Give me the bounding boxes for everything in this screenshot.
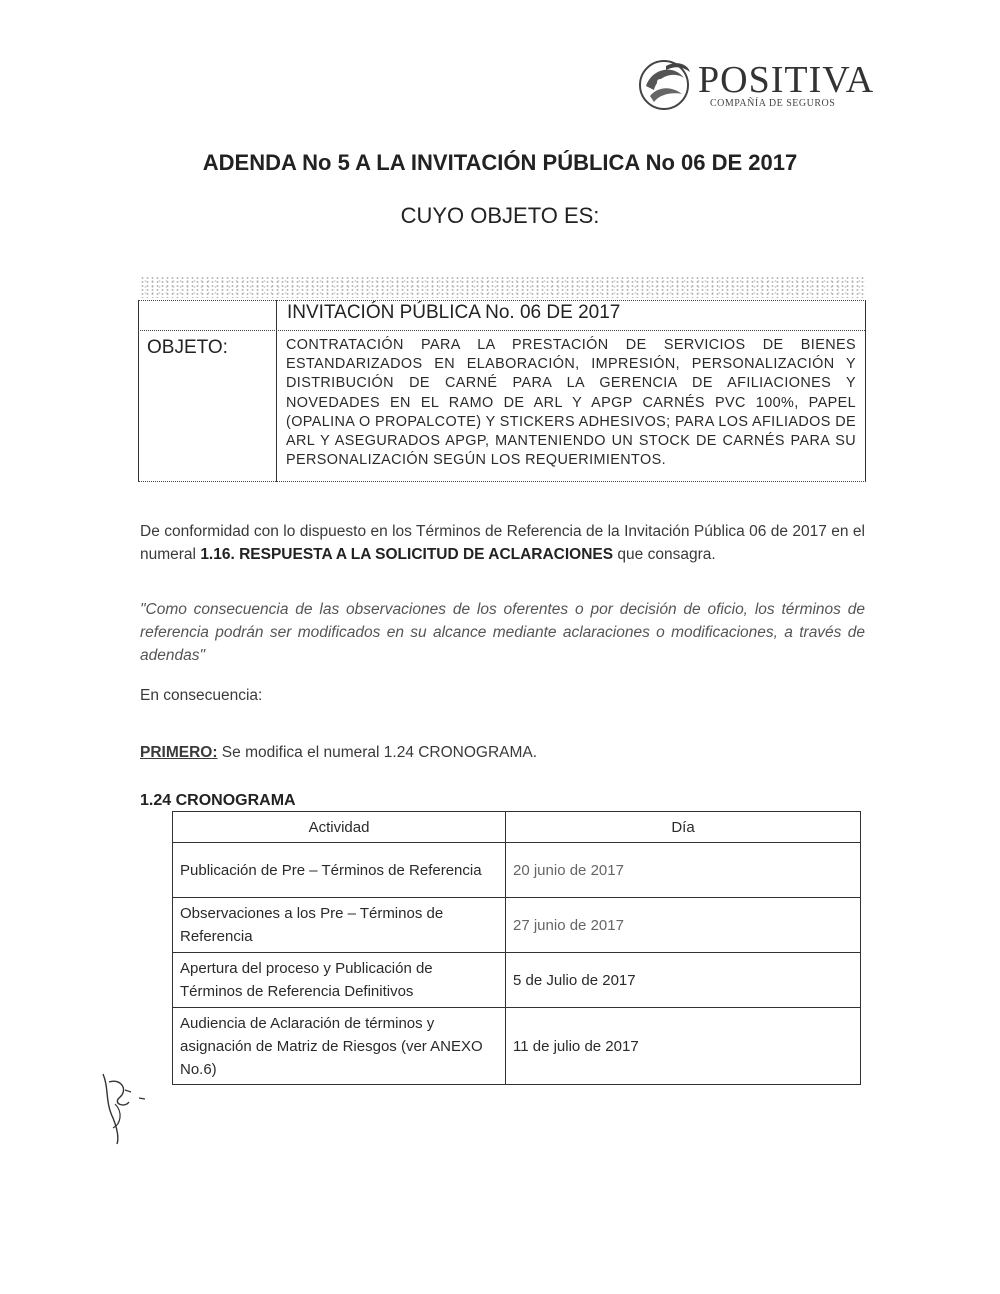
invitation-header: INVITACIÓN PÚBLICA No. 06 DE 2017 bbox=[287, 302, 621, 323]
intro-text: De conformidad con lo dispuesto en los Términos de Referencia de la Invitación Pública 06 de 2017 en el numeral bbox=[140, 523, 865, 563]
day-cell: 11 de julio de 2017 bbox=[506, 1008, 861, 1085]
column-header-day: Día bbox=[506, 812, 861, 843]
column-header-activity: Actividad bbox=[173, 812, 506, 843]
primero-label: PRIMERO: bbox=[140, 744, 218, 761]
invitation-object-label: OBJETO: bbox=[147, 337, 228, 358]
table-header-row bbox=[173, 812, 861, 843]
positiva-emblem-icon bbox=[636, 56, 694, 112]
logo-tagline: COMPAÑÍA DE SEGUROS bbox=[710, 98, 836, 109]
table-row bbox=[173, 843, 861, 898]
consequence-text: En consecuencia: bbox=[140, 687, 263, 704]
table-row bbox=[173, 953, 861, 1008]
invitation-object-text: CONTRATACIÓN PARA LA PRESTACIÓN DE SERVICIOS DE BIENES ESTANDARIZADOS EN ELABORACIÓN, IMPRESIÓN, PERSONALIZACIÓN Y DISTRIBUCIÓN DE CARNÉ PARA LA GERENCIA DE AFILIACIONES Y NOVEDADES EN EL RAMO DE ARL Y APGP CARNÉS PVC 100%, PAPEL (OPALINA O PROPALCOTE) Y STICKERS ADHESIVOS; PARA LOS AFILIADOS DE ARL Y ASEGURADOS APGP, MANTENIENDO UN STOCK DE CARNÉS PARA SU PERSONALIZACIÓN SEGÚN LOS REQUERIMIENTOS. bbox=[286, 337, 856, 469]
scan-noise-band bbox=[140, 276, 866, 298]
day-cell: 27 junio de 2017 bbox=[506, 898, 861, 953]
quote-paragraph: "Como consecuencia de las observaciones de los oferentes o por decisión de oficio, los términos de referencia podrán ser modificados en su alcance mediante aclaraciones o modificaciones, a través de adendas" bbox=[140, 601, 865, 664]
table-row bbox=[173, 1008, 861, 1085]
activity-cell: Publicación de Pre – Términos de Referencia bbox=[173, 843, 506, 898]
invitation-divider-vertical bbox=[276, 300, 277, 482]
intro-text-end: que consagra. bbox=[613, 546, 716, 563]
day-cell: 5 de Julio de 2017 bbox=[506, 953, 861, 1008]
logo-wordmark: POSITIVA bbox=[698, 59, 875, 101]
activity-cell: Audiencia de Aclaración de términos y asignación de Matriz de Riesgos (ver ANEXO No.6) bbox=[173, 1008, 506, 1085]
primero-text: Se modifica el numeral 1.24 CRONOGRAMA. bbox=[217, 744, 538, 761]
document-title: ADENDA No 5 A LA INVITACIÓN PÚBLICA No 06 DE 2017 bbox=[202, 150, 798, 175]
table-row bbox=[173, 898, 861, 953]
section-title: 1.24 CRONOGRAMA bbox=[140, 792, 296, 809]
activity-cell: Observaciones a los Pre – Términos de Referencia bbox=[173, 898, 506, 953]
handwritten-initials bbox=[95, 1068, 155, 1148]
activity-cell: Apertura del proceso y Publicación de Términos de Referencia Definitivos bbox=[173, 953, 506, 1008]
intro-paragraph bbox=[140, 520, 865, 566]
intro-highlight: 1.16. RESPUESTA A LA SOLICITUD DE ACLARACIONES bbox=[200, 546, 614, 563]
day-cell: 20 junio de 2017 bbox=[506, 843, 861, 898]
schedule-table bbox=[172, 811, 861, 1085]
company-logo bbox=[636, 56, 875, 112]
document-subtitle: CUYO OBJETO ES: bbox=[400, 203, 600, 228]
invitation-divider-horizontal bbox=[138, 330, 865, 331]
primero-paragraph bbox=[140, 741, 865, 764]
